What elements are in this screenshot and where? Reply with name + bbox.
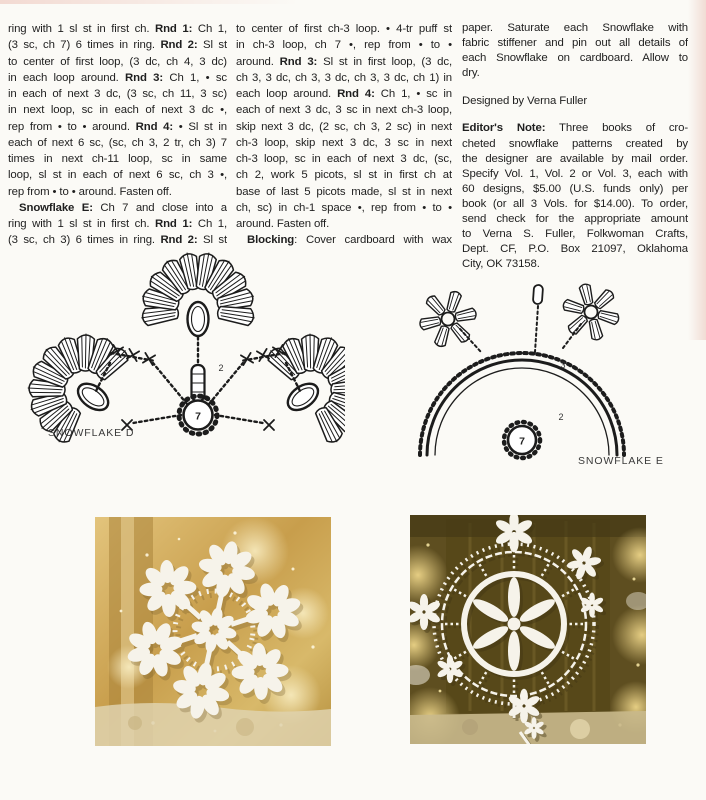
photo-snowflake-e-svg [410,515,646,744]
text-run: each loop around. [236,88,338,101]
text-run: Blocking [247,234,295,247]
text-line [236,167,452,183]
text-run: each of next 3 dc, 3 sc in next ch-3 loop, [236,104,452,117]
text-line [462,227,688,242]
text-run: Ch 7 and close into a [92,201,227,214]
text-line [236,102,452,118]
text-run: Rnd 4: [337,88,375,101]
text-run: Snowflake E: [19,201,93,214]
label-snowflake-e: SNOWFLAKE E [578,455,664,467]
text-line [236,37,452,53]
text-line [8,21,227,37]
snowflake-e-chart-svg [385,272,705,482]
text-run: • Sl st in [173,120,227,133]
text-line [8,151,227,167]
text-line [8,54,227,70]
text-run: ch-3 loop, sc in each of next 3 dc, (sc, [236,153,452,166]
text-line [236,184,452,200]
photo-snowflake-d-svg [95,517,331,746]
text-run: around. Fasten off. [236,218,330,231]
text-run: to center of first loop, (3 dc, ch 4, 3 dc) [8,55,227,68]
text-run: Rnd 2: [160,234,198,247]
text-run: Ch 1, • sc [163,71,227,84]
text-line [236,86,452,102]
text-run: around. [236,55,280,68]
text-run: Sl st in first loop, (3 dc, [317,55,452,68]
text-run: ch 3, 3 dc, ch 3, 3 dc, ch 3, 3 dc, ch 1) in [236,71,452,84]
text-line [8,135,227,151]
text-run: times in next ch-11 loop, sc in same [8,153,227,166]
text-line [462,94,688,109]
text-line [462,242,688,257]
text-line [462,137,688,152]
text-run: Sl st [197,39,227,52]
text-line [462,66,688,81]
text-line [8,184,227,200]
text-run: rep from • to • around. [8,120,136,133]
text-run: Rnd 3: [279,55,318,68]
text-line [236,54,452,70]
text-run: Rnd 3: [125,71,164,84]
text-run: Ch 1, [192,218,227,231]
text-run: ring with 1 sl st in first ch. [8,218,155,231]
ring-chain-count-e: 7 [519,435,525,448]
text-run: each of next 6 sc, (sc, ch 3, 2 tr, ch 3) 7 [8,136,227,149]
snowflake-d-chart-svg [15,243,345,478]
text-line [462,197,688,212]
text-line [236,200,452,216]
text-run: dry. [462,67,480,80]
text-run: in ch-3 loop, ch 7 •, rep from • to • [236,39,452,52]
text-line [236,21,452,37]
text-run: Ch 1, • sc in [374,88,452,101]
instruction-columns [8,21,696,272]
text-run: ch-3 loop, skip next 3 dc, 3 sc in next [236,136,452,149]
text-run: City, OK 73158. [462,258,540,271]
text-line [8,86,227,102]
text-run: ch, sc) in ch-1 space •, rep from • to • [236,201,452,214]
column-blocking-editors-note [462,21,688,272]
text-run: ring with 1 sl st in first ch. [8,23,155,35]
text-line [462,257,688,272]
text-run: to center of first ch-3 loop. • 4-tr puff st [236,23,452,35]
text-run: Ch 1, [192,23,227,35]
text-line [462,21,688,36]
photo-snowflake-d [95,517,331,746]
text-run: Rnd 4: [135,120,174,133]
text-run: loop, sl st in each of next 6 sc, ch 3 •, [8,169,227,182]
column-snowflake-d-instructions [8,21,227,272]
text-run: Sl st [197,234,227,247]
column-snowflake-e-instructions [236,21,452,272]
text-line [462,51,688,66]
text-run: Three books of cro- [545,122,688,135]
scan-artifact-top-edge [0,0,300,4]
text-line [8,200,227,216]
text-run: Editor's Note: [462,122,546,135]
text-run: (3 sc, ch 7) 6 times in ring. [8,39,161,52]
ring-chain-count-d: 7 [195,410,201,423]
text-run: rep from • to • around. Fasten off. [8,185,172,198]
text-run: book (or all 3 Vols. for $14.00). To order, [462,197,688,210]
text-run: in each of next 3 dc, (3 sc, ch 11, 3 sc) [8,88,227,101]
text-run: Dept. CF, P.O. Box 21097, Oklahoma [462,243,688,256]
text-line [8,102,227,118]
text-line [236,135,452,151]
diagram-snowflake-d [15,243,345,478]
text-run: Rnd 2: [160,39,198,52]
text-run: paper. Saturate each Snowflake with [462,22,688,34]
text-run: to Verna S. Fuller, Folkwoman Crafts, [462,228,688,241]
text-run: 60 designs, $5.00 (U.S. funds only) per [462,182,688,195]
text-run: the designer are available by mail order. [462,152,688,165]
text-run: Rnd 1: [154,23,193,35]
text-run: base of last 5 picots made, sl st in next [236,185,452,198]
text-line [462,212,688,227]
text-run: fabric stiffener and pin out all details of [462,37,688,50]
text-line [462,167,688,182]
stitch-count-annotation: 2 [218,363,224,373]
text-line [8,216,227,232]
stitch-count-annotation: 3 [560,360,566,370]
text-run: each Snowflake on cardboard. Allow to [462,52,688,65]
text-run: Designed by Verna Fuller [462,94,588,107]
photo-snowflake-e [410,515,646,744]
text-line [462,36,688,51]
text-run: skip next 3 dc, (2 sc, ch 3, 2 sc) in next [236,120,452,133]
diagram-snowflake-e [385,272,705,482]
text-line [8,167,227,183]
text-line [236,151,452,167]
text-run: ch 2, work 5 picots, sl st in first ch at [236,169,452,182]
text-run: : Cover cardboard with wax [294,234,452,247]
text-line [236,216,452,232]
text-run: in each loop around. [8,71,126,84]
text-run: in next loop, sc in each of next 3 dc •, [8,104,227,117]
text-run: Rnd 1: [154,218,193,231]
text-line [462,152,688,167]
text-line [8,70,227,86]
blank-line [462,81,688,94]
label-snowflake-d: SNOWFLAKE D [48,427,135,439]
text-run: cheted snowflake patterns created by [462,137,688,150]
text-line [462,182,688,197]
text-line [236,119,452,135]
text-run: send check for the appropriate amount [462,213,688,226]
text-line [236,70,452,86]
text-run: Specify Vol. 1, Vol. 2 or Vol. 3, each with [462,167,688,180]
blank-line [462,109,688,122]
text-run: (3 sc, ch 3) 6 times in ring. [8,234,161,247]
text-line [8,119,227,135]
stitch-count-annotation: 2 [558,412,564,422]
text-line [462,121,688,136]
text-line [8,37,227,53]
